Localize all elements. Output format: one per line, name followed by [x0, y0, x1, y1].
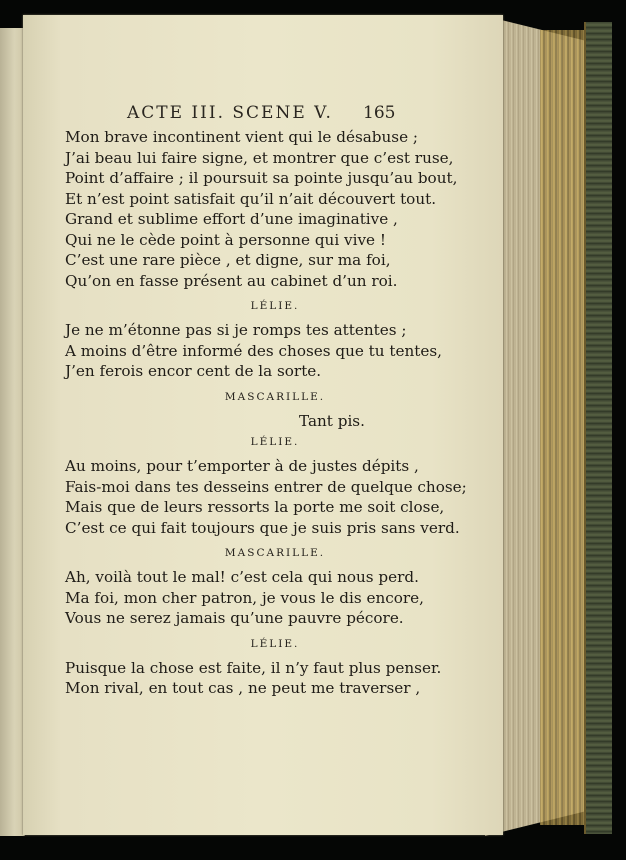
- verse-line: Je ne m’étonne pas si je romps tes attentes ;: [65, 321, 407, 339]
- verse-line: Qui ne le cède point à personne qui vive !: [65, 230, 386, 249]
- verse-line: Au moins, pour t’emporter à de justes dépits ,: [65, 457, 419, 475]
- verse-line: C’est une rare pièce , et digne, sur ma foi,: [65, 251, 391, 269]
- verse-line: Fais-moi dans tes desseins entrer de quelque chose;: [65, 477, 467, 496]
- verse-line: Grand et sublime effort d’une imaginative ,: [65, 210, 398, 228]
- verse-line: Vous ne serez jamais qu’une pauvre pécore.: [65, 609, 404, 627]
- verse-line: Et n’est point satisfait qu’il n’ait découvert tout.: [65, 189, 437, 208]
- verse-line: Ah, voilà tout le mal! c’est cela qui nous perd.: [65, 568, 419, 586]
- verse-line: Puisque la chose est faite, il n’y faut plus penser.: [65, 658, 442, 677]
- facing-page-edge: [0, 28, 25, 836]
- verse-line: J’ai beau lui faire signe, et montrer que c’est ruse,: [65, 148, 454, 167]
- speaker-name: MASCARILLE.: [224, 390, 326, 403]
- verse-line: Qu’on en fasse présent au cabinet d’un roi.: [65, 271, 398, 290]
- verse-line: Point d’affaire ; il poursuit sa pointe jusqu’au bout,: [65, 169, 458, 187]
- binding-edge: [584, 22, 612, 834]
- page-number: 165: [363, 103, 396, 123]
- running-header: [23, 103, 503, 125]
- verse-line: Tant pis.: [299, 411, 365, 430]
- verse-line: J’en ferois encor cent de la sorte.: [65, 362, 322, 380]
- speaker-name: LÉLIE.: [250, 436, 300, 448]
- verse-line: Mais que de leurs ressorts la porte me soit close,: [65, 498, 445, 516]
- verse-line: Ma foi, mon cher patron, je vous le dis encore,: [65, 588, 424, 607]
- speaker-name: LÉLIE.: [250, 637, 300, 650]
- verse-line: Mon rival, en tout cas , ne peut me traverser ,: [65, 679, 421, 697]
- verse-line: A moins d’être informé des choses que tu tentes,: [65, 341, 442, 360]
- play-text: [65, 127, 485, 699]
- verse-line: C’est ce qui fait toujours que je suis pris sans verd.: [65, 518, 460, 537]
- running-title: ACTE III. SCENE V.: [127, 103, 333, 123]
- speaker-name: MASCARILLE.: [224, 547, 326, 559]
- book-page: [23, 15, 503, 835]
- speaker-name: LÉLIE.: [250, 300, 300, 312]
- verse-line: Mon brave incontinent vient qui le désabuse ;: [65, 128, 419, 146]
